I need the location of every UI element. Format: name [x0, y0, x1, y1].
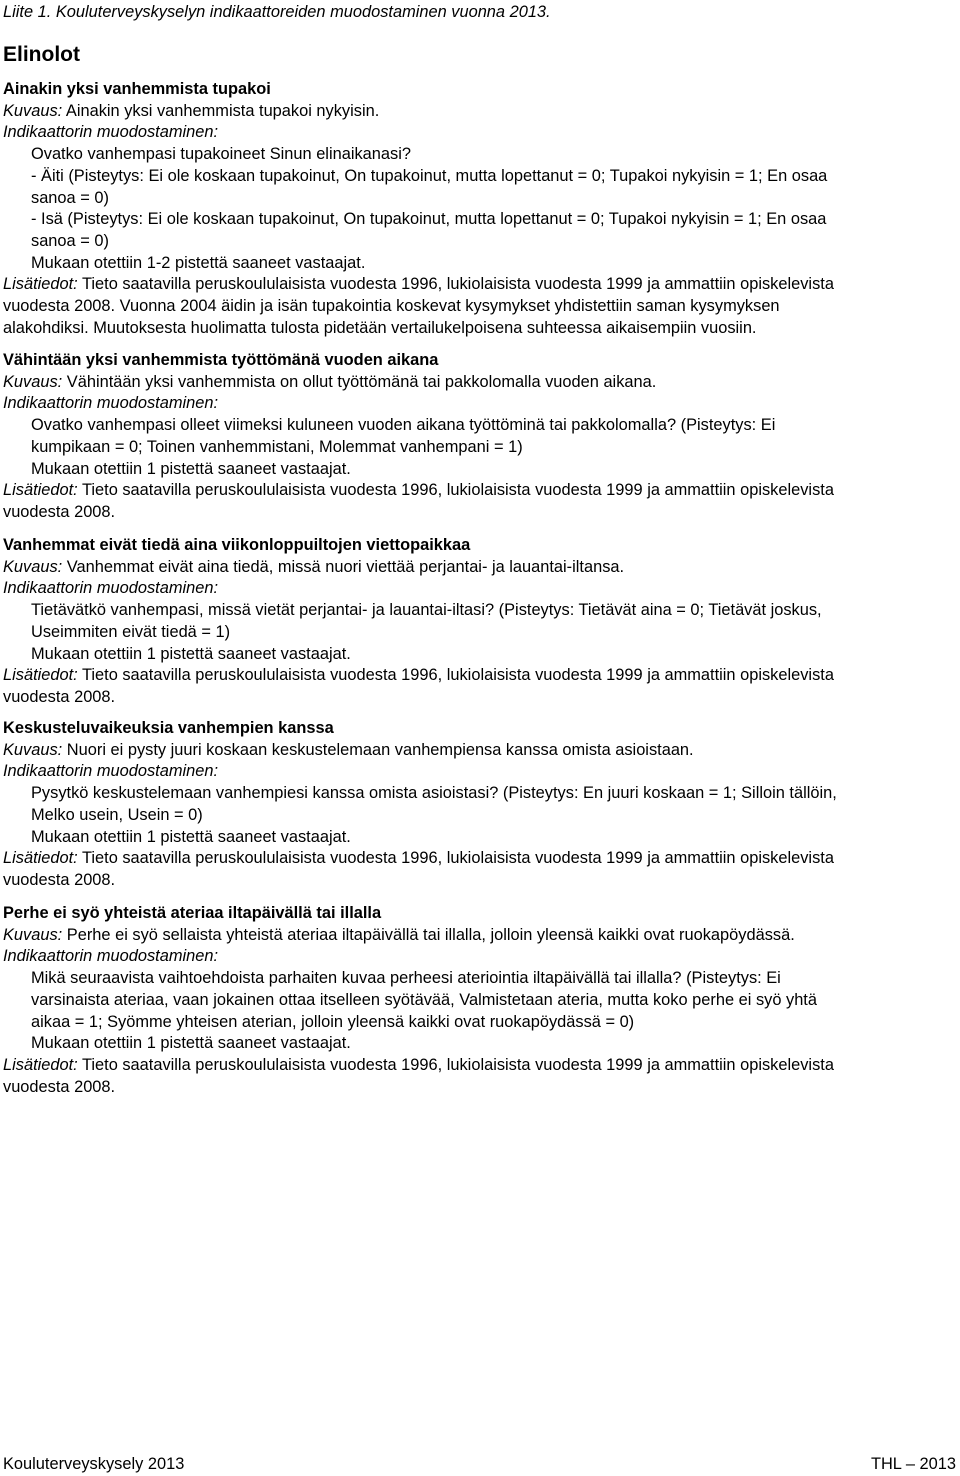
section-tupakointi: [3, 79, 958, 339]
kuvaus-text: Nuori ei pysty juuri koskaan keskustelemaan vanhempiensa kanssa omista asioistaan.: [66, 740, 694, 759]
lisatiedot-text: Tieto saatavilla peruskoululaisista vuodesta 1996, lukiolaisista vuodesta 1999 ja ammattiin opiskelevista: [77, 666, 834, 685]
indikaattori-label: Indikaattorin muodostaminen:: [3, 579, 219, 598]
mukaan-text: Mukaan otettiin 1 pistettä saaneet vastaajat.: [31, 827, 351, 846]
question-text: Ovatko vanhempasi tupakoineet Sinun elinaikanasi?: [31, 145, 411, 164]
footer-left: Kouluterveyskysely 2013: [3, 1455, 185, 1473]
kuvaus-label: Kuvaus:: [3, 557, 63, 576]
mukaan-text: Mukaan otettiin 1 pistettä saaneet vastaajat.: [31, 1034, 351, 1053]
question-line: Mikä seuraavista vaihtoehdoista parhaiten kuvaa perheesi ateriointia iltapäivällä tai illalla? (Pisteytys: Ei: [31, 969, 781, 988]
kuvaus-line: [3, 372, 958, 394]
section-yhteinen-ateria: [3, 903, 958, 1098]
lisatiedot-label: Lisätiedot:: [3, 481, 78, 500]
page-title: Elinolot: [3, 43, 80, 66]
mukaan-text: Mukaan otettiin 1 pistettä saaneet vastaajat.: [31, 459, 351, 478]
question-line: varsinaista ateriaa, vaan jokainen ottaa itselleen syötävää, Valmistetaan ateria, mutta koko perhe ei syö yhtä: [31, 990, 817, 1009]
lisatiedot-line: [3, 665, 958, 687]
question-line: - Äiti (Pisteytys: Ei ole koskaan tupakoinut, On tupakoinut, mutta lopettanut = 0; Tupakoi nykyisin = 1; En osaa: [31, 166, 828, 185]
lisatiedot-text: Tieto saatavilla peruskoululaisista vuodesta 1996, lukiolaisista vuodesta 1999 ja ammattiin opiskelevista: [77, 1055, 834, 1074]
lisatiedot-line: alakohdiksi. Muutoksesta huolimatta tulosta pidetään vertailukelpoisena suhteessa aikaisempiin vuosiin.: [3, 318, 757, 337]
question-line: Melko usein, Usein = 0): [31, 805, 203, 824]
lisatiedot-line: vuodesta 2008.: [3, 1077, 116, 1096]
lisatiedot-text: Tieto saatavilla peruskoululaisista vuodesta 1996, lukiolaisista vuodesta 1999 ja ammattiin opiskelevista: [77, 275, 834, 294]
indikaattori-label: Indikaattorin muodostaminen:: [3, 394, 219, 413]
lisatiedot-line: vuodesta 2008. Vuonna 2004 äidin ja isän tupakointia koskevat kysymykset yhdistettiin saman kysymyksen: [3, 297, 780, 316]
kuvaus-text: Perhe ei syö sellaista yhteistä ateriaa iltapäivällä tai illalla, jolloin yleensä kaikki ovat ruokapöydässä.: [66, 925, 795, 944]
lisatiedot-label: Lisätiedot:: [3, 849, 78, 868]
question-line: aikaa = 1; Syömme yhteisen aterian, jolloin yleensä kaikki ovat ruokapöydässä = 0): [31, 1012, 635, 1031]
indikaattori-label: Indikaattorin muodostaminen:: [3, 947, 219, 966]
lisatiedot-line: vuodesta 2008.: [3, 502, 116, 521]
indikaattori-label: Indikaattorin muodostaminen:: [3, 762, 219, 781]
question-line: sanoa = 0): [31, 231, 109, 250]
footer-right: THL – 2013: [870, 1455, 956, 1473]
lisatiedot-line: [3, 480, 958, 502]
question-line: Tietävätkö vanhempasi, missä vietät perjantai- ja lauantai-iltasi? (Pisteytys: Tietävät aina = 0; Tietävät joskus,: [31, 601, 822, 620]
kuvaus-line: [3, 101, 958, 123]
question-line: - Isä (Pisteytys: Ei ole koskaan tupakoinut, On tupakoinut, mutta lopettanut = 0; Tupakoi nykyisin = 1; En osaa: [31, 210, 827, 229]
lisatiedot-line: [3, 274, 958, 296]
section-tyottomyys: [3, 350, 958, 524]
question-line: Useimmiten eivät tiedä = 1): [31, 622, 231, 641]
section-heading: Keskusteluvaikeuksia vanhempien kanssa: [3, 719, 334, 737]
kuvaus-label: Kuvaus:: [3, 372, 63, 391]
lisatiedot-label: Lisätiedot:: [3, 1055, 78, 1074]
lisatiedot-line: vuodesta 2008.: [3, 870, 116, 889]
kuvaus-line: [3, 740, 958, 762]
section-keskusteluvaikeudet: [3, 718, 958, 892]
lisatiedot-text: Tieto saatavilla peruskoululaisista vuodesta 1996, lukiolaisista vuodesta 1999 ja ammattiin opiskelevista: [77, 481, 834, 500]
mukaan-text: Mukaan otettiin 1-2 pistettä saaneet vastaajat.: [31, 253, 366, 272]
section-viikonloppuillat: [3, 535, 958, 709]
kuvaus-text: Vähintään yksi vanhemmista on ollut työttömänä tai pakkolomalla vuoden aikana.: [66, 372, 657, 391]
lisatiedot-line: vuodesta 2008.: [3, 687, 116, 706]
kuvaus-label: Kuvaus:: [3, 740, 63, 759]
kuvaus-line: [3, 557, 958, 579]
lisatiedot-label: Lisätiedot:: [3, 275, 78, 294]
question-line: kumpikaan = 0; Toinen vanhemmistani, Molemmat vanhempani = 1): [31, 437, 523, 456]
kuvaus-text: Vanhemmat eivät aina tiedä, missä nuori viettää perjantai- ja lauantai-iltansa.: [66, 557, 625, 576]
section-heading: Vanhemmat eivät tiedä aina viikonloppuiltojen viettopaikkaa: [3, 536, 471, 554]
indikaattori-label: Indikaattorin muodostaminen:: [3, 123, 219, 142]
question-line: Pysytkö keskustelemaan vanhempiesi kanssa omista asioistasi? (Pisteytys: En juuri koskaan = 1; Silloin tällöin,: [31, 784, 837, 803]
lisatiedot-text: Tieto saatavilla peruskoululaisista vuodesta 1996, lukiolaisista vuodesta 1999 ja ammattiin opiskelevista: [77, 849, 834, 868]
lisatiedot-line: [3, 848, 958, 870]
section-heading: Perhe ei syö yhteistä ateriaa iltapäivällä tai illalla: [3, 904, 382, 922]
document-header: Liite 1. Kouluterveyskyselyn indikaattoreiden muodostaminen vuonna 2013.: [3, 3, 551, 21]
mukaan-text: Mukaan otettiin 1 pistettä saaneet vastaajat.: [31, 644, 351, 663]
section-heading: Ainakin yksi vanhemmista tupakoi: [3, 80, 271, 98]
section-heading: Vähintään yksi vanhemmista työttömänä vuoden aikana: [3, 351, 439, 369]
lisatiedot-label: Lisätiedot:: [3, 666, 78, 685]
kuvaus-label: Kuvaus:: [3, 925, 63, 944]
kuvaus-text: Ainakin yksi vanhemmista tupakoi nykyisin.: [65, 101, 380, 120]
kuvaus-line: [3, 925, 958, 947]
question-line: Ovatko vanhempasi olleet viimeksi kuluneen vuoden aikana työttöminä tai pakkolomalla? (Pisteytys: Ei: [31, 416, 776, 435]
question-line: sanoa = 0): [31, 188, 109, 207]
lisatiedot-line: [3, 1055, 958, 1077]
kuvaus-label: Kuvaus:: [3, 101, 63, 120]
